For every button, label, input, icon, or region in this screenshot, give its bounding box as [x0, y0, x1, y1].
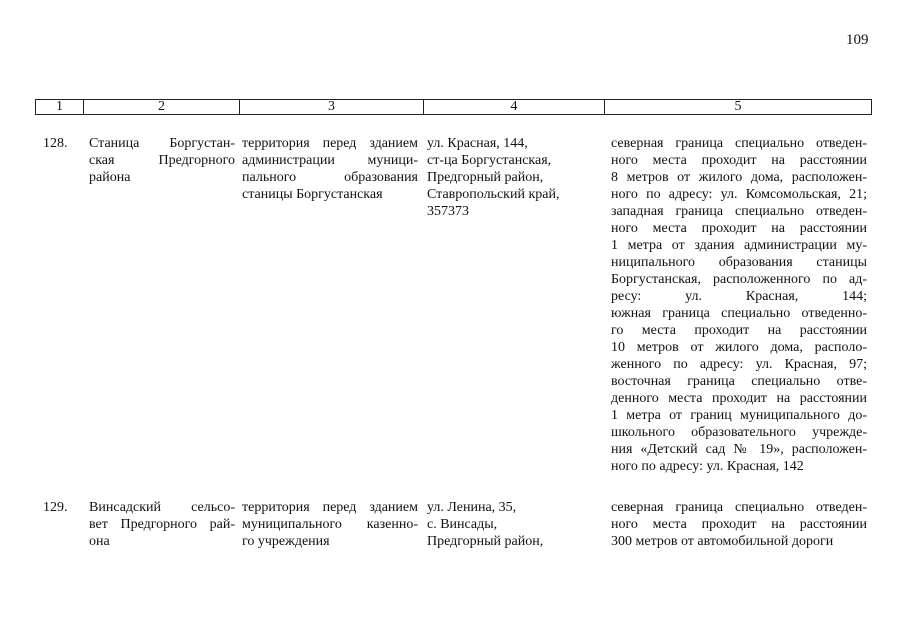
text-line: 357373	[427, 204, 469, 219]
text-line: денного места проходит на расстоянии	[611, 391, 867, 406]
text-line: ресу: ул. Красная, 144;	[611, 289, 867, 304]
text-line: вет Предгорного рай-	[89, 517, 235, 532]
text-line: ного по адресу: ул. Красная, 142	[611, 459, 804, 474]
text-line: северная граница специально отведен-	[611, 136, 867, 151]
text-line: Станица Боргустан-	[89, 136, 235, 151]
text-line: пального образования	[242, 170, 418, 185]
text-line: Боргустанская, расположенного по ад-	[611, 272, 867, 287]
text-line: Предгорный район,	[427, 170, 544, 185]
table-header	[35, 99, 872, 115]
boundaries-cell	[611, 499, 867, 550]
text-line: женного по адресу: ул. Красная, 97;	[611, 357, 867, 372]
settlement-cell	[89, 135, 235, 186]
text-line: ного места проходит на расстоянии	[611, 153, 867, 168]
text-line: западная граница специально отведен-	[611, 204, 867, 219]
text-line: территория перед зданием	[242, 136, 418, 151]
text-line: восточная граница специально отве-	[611, 374, 867, 389]
row-number: 129.	[43, 500, 68, 515]
text-line: 1 метра от границ муниципального до-	[611, 408, 867, 423]
column-header-4: 4	[424, 100, 605, 114]
text-line: с. Винсады,	[427, 517, 498, 532]
territory-cell	[242, 135, 418, 203]
text-line: 300 метров от автомобильной дороги	[611, 534, 834, 549]
text-line: 1 метра от здания администрации му-	[611, 238, 867, 253]
territory-cell	[242, 499, 418, 550]
column-header-3: 3	[240, 100, 424, 114]
column-header-1: 1	[36, 100, 84, 114]
text-line: школьного образовательного учрежде-	[611, 425, 867, 440]
text-line: Ставропольский край,	[427, 187, 560, 202]
text-line: ниципального образования станицы	[611, 255, 867, 270]
text-line: ул. Ленина, 35,	[427, 500, 517, 515]
text-line: Винсадский сельсо-	[89, 500, 235, 515]
text-line: ного места проходит на расстоянии	[611, 517, 867, 532]
text-line: ного по адресу: ул. Комсомольская, 21;	[611, 187, 867, 202]
text-line: Предгорный район,	[427, 534, 544, 549]
page-number: 109	[846, 32, 869, 48]
column-header-2: 2	[84, 100, 240, 114]
row-number: 128.	[43, 136, 68, 151]
settlement-cell	[89, 499, 235, 550]
boundaries-cell	[611, 135, 867, 475]
text-line: го места проходит на расстоянии	[611, 323, 867, 338]
text-line: ская Предгорного	[89, 153, 235, 168]
text-line: южная граница специально отведенно-	[611, 306, 867, 321]
text-line: территория перед зданием	[242, 500, 418, 515]
text-line: северная граница специально отведен-	[611, 500, 867, 515]
address-cell	[427, 135, 597, 220]
text-line: ул. Красная, 144,	[427, 136, 528, 151]
text-line: ного места проходит на расстоянии	[611, 221, 867, 236]
text-line: ния «Детский сад № 19», расположен-	[611, 442, 867, 457]
text-line: станицы Боргустанская	[242, 187, 383, 202]
text-line: муниципального казенно-	[242, 517, 418, 532]
text-line: 8 метров от жилого дома, расположен-	[611, 170, 867, 185]
text-line: 10 метров от жилого дома, располо-	[611, 340, 867, 355]
text-line: администрации муници-	[242, 153, 418, 168]
text-line: ст-ца Боргустанская,	[427, 153, 552, 168]
text-line: района	[89, 170, 131, 185]
text-line: го учреждения	[242, 534, 330, 549]
address-cell	[427, 499, 597, 550]
text-line: она	[89, 534, 110, 549]
column-header-5: 5	[734, 99, 742, 114]
